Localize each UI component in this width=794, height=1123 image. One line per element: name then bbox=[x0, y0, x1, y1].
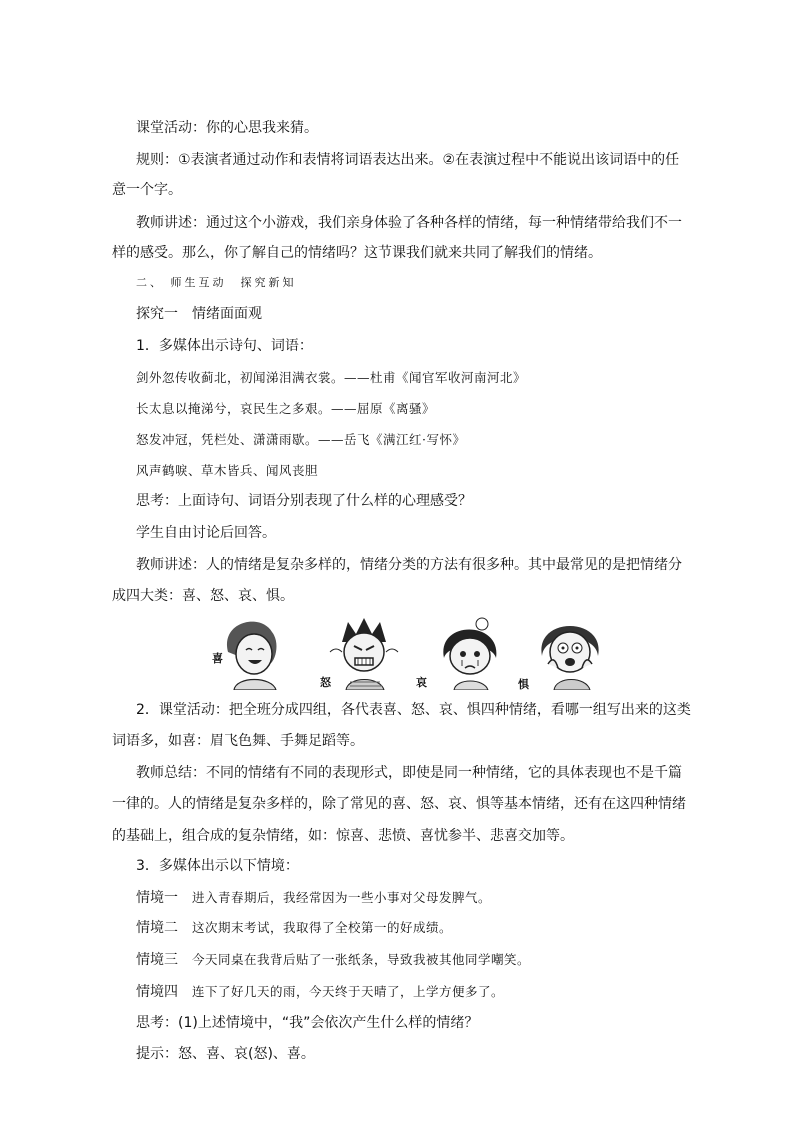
emotion-illustrations bbox=[210, 612, 610, 692]
text-line: 一律的。人的情绪是复杂多样的，除了常见的喜、怒、哀、惧等基本情绪，还有在这四种情绪 bbox=[112, 796, 686, 812]
text-line: 2．课堂活动：把全班分成四组，各代表喜、怒、哀、惧四种情绪，看哪一组写出来的这类 bbox=[136, 702, 691, 718]
situation-text: 今天同桌在我背后贴了一张纸条，导致我被其他同学嘲笑。 bbox=[192, 952, 531, 967]
situation-item bbox=[136, 982, 692, 1002]
situation-label: 情境三 bbox=[136, 952, 178, 968]
situation-item bbox=[136, 888, 692, 908]
text-line: 成四大类：喜、怒、哀、惧。 bbox=[112, 588, 294, 604]
poem-line: 长太息以掩涕兮，哀民生之多艰。——屈原《离骚》 bbox=[136, 401, 436, 416]
text-line: 的基础上，组合成的复杂情绪，如：惊喜、悲愤、喜忧参半、悲喜交加等。 bbox=[112, 828, 574, 844]
text-line: 学生自由讨论后回答。 bbox=[136, 525, 276, 541]
happy-face-icon bbox=[210, 612, 294, 690]
text-line: 课堂活动：你的心思我来猜。 bbox=[136, 120, 318, 136]
text-line: 思考：(1)上述情境中，“我”会依次产生什么样的情绪？ bbox=[136, 1015, 479, 1031]
subsection-heading: 探究一 情绪面面观 bbox=[136, 306, 262, 322]
text-line: 教师总结：不同的情绪有不同的表现形式，即使是同一种情绪，它的具体表现也不是千篇 bbox=[136, 765, 682, 781]
text-line: 3．多媒体出示以下情境： bbox=[136, 858, 299, 874]
poem-line: 剑外忽传收蓟北，初闻涕泪满衣裳。——杜甫《闻官军收河南河北》 bbox=[136, 370, 527, 385]
face-label: 惧 bbox=[518, 678, 529, 691]
situation-text: 这次期末考试，我取得了全校第一的好成绩。 bbox=[192, 920, 453, 935]
situation-label: 情境二 bbox=[136, 920, 178, 936]
text-line: 教师讲述：通过这个小游戏，我们亲身体验了各种各样的情绪，每一种情绪带给我们不一 bbox=[136, 215, 682, 231]
sad-face-icon bbox=[416, 612, 512, 690]
poem-line: 怒发冲冠，凭栏处、潇潇雨歇。——岳飞《满江红·写怀》 bbox=[136, 432, 466, 447]
text-line: 教师讲述：人的情绪是复杂多样的，情绪分类的方法有很多种。其中最常见的是把情绪分 bbox=[136, 557, 682, 573]
scared-face-icon bbox=[518, 612, 612, 691]
section-heading: 二、 师生互动 探究新知 bbox=[136, 276, 297, 289]
situation-label: 情境四 bbox=[136, 984, 178, 1000]
text-line: 1．多媒体出示诗句、词语： bbox=[136, 338, 313, 354]
text-line: 思考：上面诗句、词语分别表现了什么样的心理感受？ bbox=[136, 493, 472, 509]
text-line: 意一个字。 bbox=[112, 182, 182, 198]
situation-text: 连下了好几天的雨，今天终于天晴了，上学方便多了。 bbox=[192, 984, 505, 999]
text-line: 样的感受。那么，你了解自己的情绪吗？这节课我们就来共同了解我们的情绪。 bbox=[112, 245, 602, 261]
situation-item bbox=[136, 950, 692, 970]
situation-text: 进入青春期后，我经常因为一些小事对父母发脾气。 bbox=[192, 890, 492, 905]
face-label: 怒 bbox=[320, 676, 331, 689]
face-label: 喜 bbox=[212, 652, 223, 665]
text-line: 词语多，如喜：眉飞色舞、手舞足蹈等。 bbox=[112, 733, 364, 749]
angry-face-icon bbox=[322, 612, 406, 690]
text-line: 规则：①表演者通过动作和表情将词语表达出来。②在表演过程中不能说出该词语中的任 bbox=[136, 152, 680, 168]
situation-item bbox=[136, 918, 692, 938]
situation-label: 情境一 bbox=[136, 890, 178, 906]
text-line: 提示：怒、喜、哀(怒)、喜。 bbox=[136, 1046, 315, 1062]
face-label: 哀 bbox=[416, 676, 427, 689]
idiom-line: 风声鹤唳、草木皆兵、闻风丧胆 bbox=[136, 463, 319, 478]
